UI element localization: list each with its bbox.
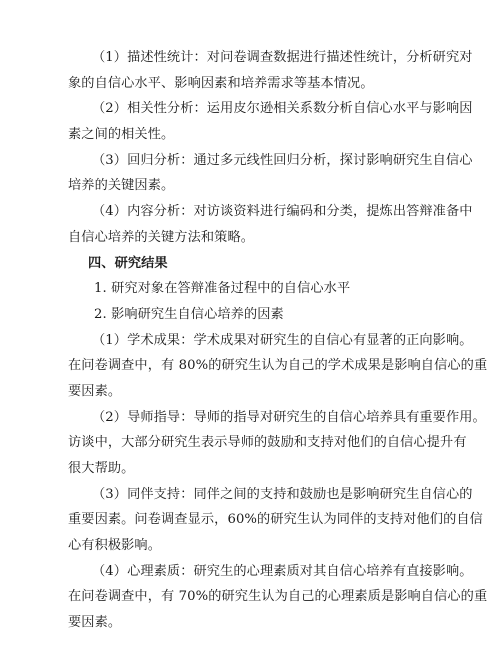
method-descriptive-line-2: 象的自信心水平、影响因素和培养需求等基本情况。 — [68, 75, 374, 91]
method-content-line-2: 自信心培养的关键方法和策略。 — [68, 229, 255, 245]
factor-advisor-line-2: 访谈中，大部分研究生表示导师的鼓励和支持对他们的自信心提升有 — [68, 435, 467, 451]
factor-peer-line-2: 重要因素。问卷调查显示，60%的研究生认为同伴的支持对他们的自信 — [68, 512, 483, 528]
factor-psychological-line-3: 要因素。 — [68, 615, 122, 630]
factor-peer-line-3: 心有积极影响。 — [68, 538, 162, 553]
method-correlation-line-1: （2）相关性分析：运用皮尔逊相关系数分析自信心水平与影响因 — [92, 101, 473, 117]
factor-advisor-line-3: 很大帮助。 — [68, 460, 135, 476]
factor-psychological-line-1: （4）心理素质：研究生的心理素质对其自信心培养有直接影响。 — [92, 563, 473, 579]
results-item-1: 1. 研究对象在答辩准备过程中的自信心水平 — [94, 281, 351, 297]
method-correlation-line-2: 素之间的相关性。 — [68, 127, 175, 142]
method-regression-line-1: （3）回归分析：通过多元线性回归分析，探讨影响研究生自信心 — [92, 152, 473, 168]
factor-psychological-line-2: 在问卷调查中，有 70%的研究生认为自己的心理素质是影响自信心的重 — [68, 589, 488, 605]
factor-academic-line-2: 在问卷调查中，有 80%的研究生认为自己的学术成果是影响自信心的重 — [68, 358, 488, 374]
factor-academic-line-1: （1）学术成果：学术成果对研究生的自信心有显著的正向影响。 — [92, 332, 473, 348]
method-descriptive-line-1: （1）描述性统计：对问卷调查数据进行描述性统计，分析研究对 — [92, 50, 473, 65]
method-content-line-1: （4）内容分析：对访谈资料进行编码和分类，提炼出答辩准备中 — [92, 204, 473, 220]
factor-academic-line-3: 要因素。 — [68, 383, 122, 399]
factor-advisor-line-1: （2）导师指导：导师的指导对研究生的自信心培养具有重要作用。 — [92, 409, 486, 425]
method-regression-line-2: 培养的关键因素。 — [68, 178, 175, 194]
factor-peer-line-1: （3）同伴支持：同伴之间的支持和鼓励也是影响研究生自信心的 — [92, 486, 473, 502]
section-heading: 四、研究结果 — [88, 255, 168, 271]
results-item-2: 2. 影响研究生自信心培养的因素 — [94, 306, 284, 322]
